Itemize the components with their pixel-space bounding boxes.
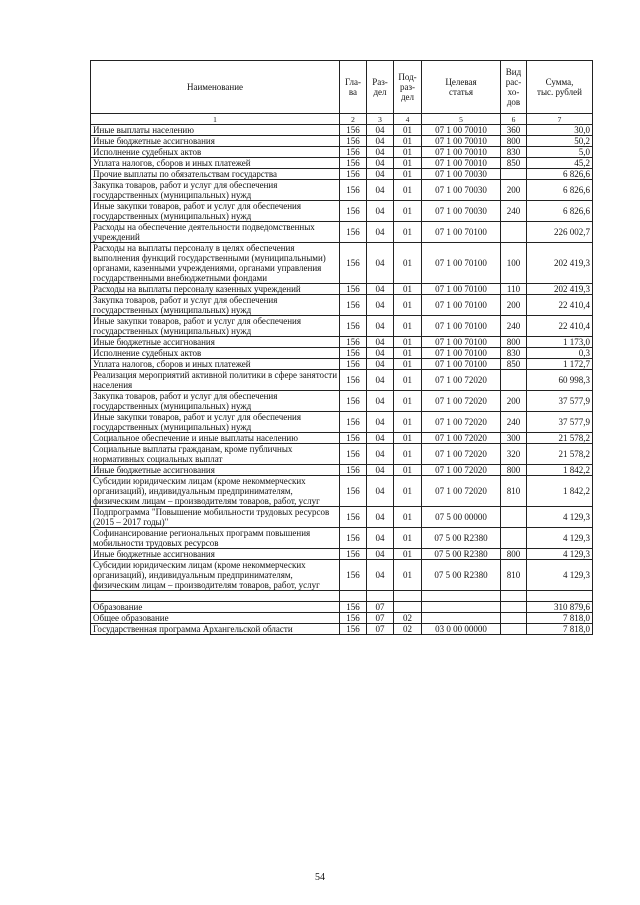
- table-row: [91, 284, 593, 295]
- row-summa-cell: 310 879,6: [527, 602, 593, 613]
- row-celevaya-statya-cell: 07 5 00 R2380: [422, 528, 501, 549]
- row-summa-cell: [527, 591, 593, 602]
- row-celevaya-statya-cell: 07 1 00 72020: [422, 391, 501, 412]
- row-name-cell: Расходы на выплаты персоналу казенных учреждений: [91, 284, 340, 295]
- row-name-cell: Субсидии юридическим лицам (кроме некоммерческих организаций), индивидуальным предпринимателям, физическим лицам – производителям товаров, работ, услуг: [91, 476, 340, 507]
- row-name-cell: Иные бюджетные ассигнования: [91, 136, 340, 147]
- row-vid-rashodov-cell: 800: [501, 465, 527, 476]
- row-name-cell: Иные закупки товаров, работ и услуг для обеспечения государственных (муниципальных) нужд: [91, 412, 340, 433]
- row-name-cell: Государственная программа Архангельской области: [91, 624, 340, 635]
- row-celevaya-statya-cell: [422, 591, 501, 602]
- table-row: [91, 591, 593, 602]
- row-name-cell: Социальное обеспечение и иные выплаты населению: [91, 433, 340, 444]
- row-summa-cell: 60 998,3: [527, 370, 593, 391]
- row-glava-cell: 156: [340, 222, 367, 243]
- row-name-cell: Реализация мероприятий активной политики в сфере занятости населения: [91, 370, 340, 391]
- row-podrazdel-cell: [394, 602, 422, 613]
- row-name-cell: Закупка товаров, работ и услуг для обеспечения государственных (муниципальных) нужд: [91, 391, 340, 412]
- budget-table: [90, 60, 593, 635]
- row-vid-rashodov-cell: 830: [501, 147, 527, 158]
- row-summa-cell: 202 419,3: [527, 284, 593, 295]
- table-row: [91, 613, 593, 624]
- row-name-cell: Иные закупки товаров, работ и услуг для обеспечения государственных (муниципальных) нужд: [91, 316, 340, 337]
- row-podrazdel-cell: 01: [394, 549, 422, 560]
- row-razdel-cell: 07: [367, 613, 394, 624]
- row-podrazdel-cell: 01: [394, 295, 422, 316]
- row-summa-cell: 7 818,0: [527, 624, 593, 635]
- header-row: [91, 61, 593, 114]
- row-razdel-cell: 04: [367, 560, 394, 591]
- row-razdel-cell: 04: [367, 201, 394, 222]
- row-razdel-cell: 04: [367, 180, 394, 201]
- row-summa-cell: 22 410,4: [527, 295, 593, 316]
- row-celevaya-statya-cell: 07 5 00 R2380: [422, 549, 501, 560]
- row-podrazdel-cell: 01: [394, 359, 422, 370]
- table-row: [91, 465, 593, 476]
- column-number: 2: [340, 114, 367, 125]
- row-razdel-cell: 04: [367, 169, 394, 180]
- row-name-cell: [91, 591, 340, 602]
- row-razdel-cell: 04: [367, 337, 394, 348]
- column-number: 6: [501, 114, 527, 125]
- row-razdel-cell: 04: [367, 359, 394, 370]
- row-vid-rashodov-cell: 800: [501, 337, 527, 348]
- row-glava-cell: 156: [340, 613, 367, 624]
- row-razdel-cell: 07: [367, 624, 394, 635]
- row-podrazdel-cell: 01: [394, 243, 422, 284]
- row-glava-cell: 156: [340, 136, 367, 147]
- row-glava-cell: 156: [340, 412, 367, 433]
- column-number: 4: [394, 114, 422, 125]
- row-celevaya-statya-cell: 07 1 00 70100: [422, 359, 501, 370]
- row-vid-rashodov-cell: 200: [501, 295, 527, 316]
- row-glava-cell: 156: [340, 444, 367, 465]
- row-podrazdel-cell: 01: [394, 528, 422, 549]
- row-name-cell: Иные выплаты населению: [91, 125, 340, 136]
- row-razdel-cell: 04: [367, 391, 394, 412]
- row-celevaya-statya-cell: 07 1 00 70010: [422, 125, 501, 136]
- row-celevaya-statya-cell: 07 1 00 72020: [422, 476, 501, 507]
- table-row: [91, 243, 593, 284]
- row-celevaya-statya-cell: 07 1 00 72020: [422, 444, 501, 465]
- table-row: [91, 180, 593, 201]
- row-vid-rashodov-cell: 360: [501, 125, 527, 136]
- row-podrazdel-cell: 01: [394, 507, 422, 528]
- row-name-cell: Социальные выплаты гражданам, кроме публичных нормативных социальных выплат: [91, 444, 340, 465]
- table-body: [91, 125, 593, 635]
- column-number: 3: [367, 114, 394, 125]
- column-number: 7: [527, 114, 593, 125]
- row-summa-cell: 4 129,3: [527, 549, 593, 560]
- row-podrazdel-cell: 01: [394, 158, 422, 169]
- row-summa-cell: 30,0: [527, 125, 593, 136]
- row-razdel-cell: 04: [367, 125, 394, 136]
- row-name-cell: Уплата налогов, сборов и иных платежей: [91, 158, 340, 169]
- row-vid-rashodov-cell: [501, 591, 527, 602]
- row-podrazdel-cell: 01: [394, 391, 422, 412]
- row-summa-cell: 202 419,3: [527, 243, 593, 284]
- table-row: [91, 370, 593, 391]
- table-row: [91, 433, 593, 444]
- row-glava-cell: 156: [340, 476, 367, 507]
- row-glava-cell: [340, 591, 367, 602]
- header-razdel: Раз- дел: [367, 61, 394, 114]
- row-celevaya-statya-cell: [422, 613, 501, 624]
- row-vid-rashodov-cell: [501, 169, 527, 180]
- row-glava-cell: 156: [340, 433, 367, 444]
- header-summa: Сумма, тыс. рублей: [527, 61, 593, 114]
- row-vid-rashodov-cell: 200: [501, 391, 527, 412]
- row-glava-cell: 156: [340, 602, 367, 613]
- row-vid-rashodov-cell: 200: [501, 180, 527, 201]
- row-glava-cell: 156: [340, 201, 367, 222]
- row-celevaya-statya-cell: 07 1 00 70100: [422, 295, 501, 316]
- table-row: [91, 136, 593, 147]
- table-row: [91, 337, 593, 348]
- row-summa-cell: 1 172,7: [527, 359, 593, 370]
- row-podrazdel-cell: 01: [394, 465, 422, 476]
- row-celevaya-statya-cell: 07 1 00 72020: [422, 465, 501, 476]
- row-summa-cell: 4 129,3: [527, 507, 593, 528]
- row-razdel-cell: 04: [367, 316, 394, 337]
- table-row: [91, 624, 593, 635]
- row-name-cell: Расходы на обеспечение деятельности подведомственных учреждений: [91, 222, 340, 243]
- table-row: [91, 222, 593, 243]
- row-vid-rashodov-cell: 800: [501, 549, 527, 560]
- table-row: [91, 528, 593, 549]
- row-celevaya-statya-cell: 07 1 00 70100: [422, 316, 501, 337]
- row-razdel-cell: 04: [367, 147, 394, 158]
- header-podrazdel: Под- раз- дел: [394, 61, 422, 114]
- row-podrazdel-cell: 01: [394, 201, 422, 222]
- row-podrazdel-cell: 01: [394, 412, 422, 433]
- row-glava-cell: 156: [340, 295, 367, 316]
- row-summa-cell: 21 578,2: [527, 444, 593, 465]
- row-summa-cell: 1 173,0: [527, 337, 593, 348]
- row-summa-cell: 37 577,9: [527, 412, 593, 433]
- table-row: [91, 549, 593, 560]
- row-glava-cell: 156: [340, 348, 367, 359]
- row-podrazdel-cell: 01: [394, 348, 422, 359]
- row-podrazdel-cell: 01: [394, 316, 422, 337]
- row-podrazdel-cell: 02: [394, 613, 422, 624]
- row-razdel-cell: 04: [367, 348, 394, 359]
- row-vid-rashodov-cell: [501, 222, 527, 243]
- row-summa-cell: 22 410,4: [527, 316, 593, 337]
- row-razdel-cell: 04: [367, 136, 394, 147]
- row-summa-cell: 37 577,9: [527, 391, 593, 412]
- table-row: [91, 125, 593, 136]
- column-number-row: [91, 114, 593, 125]
- row-summa-cell: 4 129,3: [527, 560, 593, 591]
- row-podrazdel-cell: 01: [394, 125, 422, 136]
- row-glava-cell: 156: [340, 507, 367, 528]
- row-celevaya-statya-cell: 07 1 00 70010: [422, 158, 501, 169]
- row-razdel-cell: 04: [367, 295, 394, 316]
- row-glava-cell: 156: [340, 243, 367, 284]
- row-celevaya-statya-cell: 07 1 00 72020: [422, 433, 501, 444]
- row-glava-cell: 156: [340, 284, 367, 295]
- row-summa-cell: 6 826,6: [527, 180, 593, 201]
- row-name-cell: Образование: [91, 602, 340, 613]
- row-celevaya-statya-cell: 07 1 00 72020: [422, 370, 501, 391]
- row-razdel-cell: 04: [367, 507, 394, 528]
- row-razdel-cell: 04: [367, 528, 394, 549]
- row-vid-rashodov-cell: [501, 613, 527, 624]
- row-vid-rashodov-cell: [501, 624, 527, 635]
- row-summa-cell: 21 578,2: [527, 433, 593, 444]
- row-podrazdel-cell: 01: [394, 284, 422, 295]
- row-vid-rashodov-cell: 240: [501, 412, 527, 433]
- row-podrazdel-cell: 01: [394, 560, 422, 591]
- row-razdel-cell: 04: [367, 370, 394, 391]
- table-row: [91, 147, 593, 158]
- row-celevaya-statya-cell: 07 5 00 00000: [422, 507, 501, 528]
- row-celevaya-statya-cell: 07 1 00 70100: [422, 243, 501, 284]
- row-vid-rashodov-cell: [501, 370, 527, 391]
- row-summa-cell: 4 129,3: [527, 528, 593, 549]
- table-row: [91, 348, 593, 359]
- table-row: [91, 169, 593, 180]
- row-glava-cell: 156: [340, 359, 367, 370]
- row-summa-cell: 7 818,0: [527, 613, 593, 624]
- header-glava: Гла- ва: [340, 61, 367, 114]
- row-podrazdel-cell: 01: [394, 476, 422, 507]
- row-vid-rashodov-cell: 830: [501, 348, 527, 359]
- row-summa-cell: 6 826,6: [527, 201, 593, 222]
- row-name-cell: Иные закупки товаров, работ и услуг для обеспечения государственных (муниципальных) нужд: [91, 201, 340, 222]
- row-celevaya-statya-cell: 07 1 00 72020: [422, 412, 501, 433]
- row-celevaya-statya-cell: 07 1 00 70030: [422, 201, 501, 222]
- row-celevaya-statya-cell: 07 1 00 70010: [422, 136, 501, 147]
- row-vid-rashodov-cell: 850: [501, 359, 527, 370]
- row-glava-cell: 156: [340, 316, 367, 337]
- row-name-cell: Закупка товаров, работ и услуг для обеспечения государственных (муниципальных) нужд: [91, 180, 340, 201]
- row-name-cell: Исполнение судебных актов: [91, 147, 340, 158]
- table-row: [91, 476, 593, 507]
- row-razdel-cell: 04: [367, 433, 394, 444]
- row-summa-cell: 1 842,2: [527, 476, 593, 507]
- row-vid-rashodov-cell: 800: [501, 136, 527, 147]
- row-glava-cell: 156: [340, 169, 367, 180]
- row-glava-cell: 156: [340, 337, 367, 348]
- row-razdel-cell: 04: [367, 476, 394, 507]
- row-vid-rashodov-cell: [501, 528, 527, 549]
- row-vid-rashodov-cell: [501, 507, 527, 528]
- row-glava-cell: 156: [340, 125, 367, 136]
- row-summa-cell: 50,2: [527, 136, 593, 147]
- row-celevaya-statya-cell: 07 1 00 70030: [422, 180, 501, 201]
- table-row: [91, 444, 593, 465]
- row-podrazdel-cell: 01: [394, 337, 422, 348]
- row-podrazdel-cell: 02: [394, 624, 422, 635]
- row-vid-rashodov-cell: 240: [501, 201, 527, 222]
- row-vid-rashodov-cell: 320: [501, 444, 527, 465]
- row-summa-cell: 226 002,7: [527, 222, 593, 243]
- row-podrazdel-cell: 01: [394, 433, 422, 444]
- row-razdel-cell: 04: [367, 222, 394, 243]
- header-vid-rashodov: Вид рас- хо- дов: [501, 61, 527, 114]
- row-razdel-cell: 04: [367, 444, 394, 465]
- row-glava-cell: 156: [340, 147, 367, 158]
- row-glava-cell: 156: [340, 180, 367, 201]
- row-razdel-cell: [367, 591, 394, 602]
- row-celevaya-statya-cell: 07 1 00 70100: [422, 284, 501, 295]
- row-vid-rashodov-cell: 810: [501, 476, 527, 507]
- row-razdel-cell: 04: [367, 284, 394, 295]
- page-number: 54: [315, 872, 325, 883]
- row-name-cell: Иные бюджетные ассигнования: [91, 465, 340, 476]
- row-podrazdel-cell: 01: [394, 444, 422, 465]
- table-row: [91, 295, 593, 316]
- table-row: [91, 602, 593, 613]
- row-name-cell: Иные бюджетные ассигнования: [91, 337, 340, 348]
- row-name-cell: Общее образование: [91, 613, 340, 624]
- header-celevaya-statya: Целевая статья: [422, 61, 501, 114]
- row-glava-cell: 156: [340, 391, 367, 412]
- row-glava-cell: 156: [340, 465, 367, 476]
- row-vid-rashodov-cell: 810: [501, 560, 527, 591]
- row-vid-rashodov-cell: 100: [501, 243, 527, 284]
- row-podrazdel-cell: [394, 591, 422, 602]
- row-podrazdel-cell: 01: [394, 147, 422, 158]
- row-celevaya-statya-cell: 07 1 00 70100: [422, 337, 501, 348]
- row-vid-rashodov-cell: [501, 602, 527, 613]
- row-podrazdel-cell: 01: [394, 370, 422, 391]
- row-razdel-cell: 04: [367, 158, 394, 169]
- table-row: [91, 201, 593, 222]
- row-name-cell: Подпрограмма "Повышение мобильности трудовых ресурсов (2015 – 2017 годы)": [91, 507, 340, 528]
- row-vid-rashodov-cell: 850: [501, 158, 527, 169]
- row-name-cell: Иные бюджетные ассигнования: [91, 549, 340, 560]
- row-summa-cell: 1 842,2: [527, 465, 593, 476]
- row-podrazdel-cell: 01: [394, 136, 422, 147]
- row-glava-cell: 156: [340, 158, 367, 169]
- row-name-cell: Расходы на выплаты персоналу в целях обеспечения выполнения функций государственными (муниципальными) органами, казенными учреждениями, органами управления государственными внебюджетными фондами: [91, 243, 340, 284]
- row-glava-cell: 156: [340, 560, 367, 591]
- row-summa-cell: 5,0: [527, 147, 593, 158]
- table-row: [91, 391, 593, 412]
- table-row: [91, 560, 593, 591]
- row-summa-cell: 45,2: [527, 158, 593, 169]
- row-razdel-cell: 04: [367, 465, 394, 476]
- row-name-cell: Субсидии юридическим лицам (кроме некоммерческих организаций), индивидуальным предпринимателям, физическим лицам – производителям товаров, работ, услуг: [91, 560, 340, 591]
- row-celevaya-statya-cell: 07 1 00 70100: [422, 222, 501, 243]
- row-razdel-cell: 04: [367, 412, 394, 433]
- table-row: [91, 359, 593, 370]
- row-name-cell: Прочие выплаты по обязательствам государства: [91, 169, 340, 180]
- table-row: [91, 412, 593, 433]
- row-vid-rashodov-cell: 300: [501, 433, 527, 444]
- row-vid-rashodov-cell: 240: [501, 316, 527, 337]
- row-podrazdel-cell: 01: [394, 180, 422, 201]
- row-celevaya-statya-cell: 03 0 00 00000: [422, 624, 501, 635]
- column-number: 5: [422, 114, 501, 125]
- table-row: [91, 507, 593, 528]
- row-celevaya-statya-cell: 07 1 00 70030: [422, 169, 501, 180]
- row-celevaya-statya-cell: 07 1 00 70010: [422, 147, 501, 158]
- row-razdel-cell: 04: [367, 243, 394, 284]
- table-row: [91, 316, 593, 337]
- table-row: [91, 158, 593, 169]
- row-podrazdel-cell: 01: [394, 222, 422, 243]
- row-celevaya-statya-cell: [422, 602, 501, 613]
- row-razdel-cell: 04: [367, 549, 394, 560]
- row-vid-rashodov-cell: 110: [501, 284, 527, 295]
- row-podrazdel-cell: 01: [394, 169, 422, 180]
- row-name-cell: Софинансирование региональных программ повышения мобильности трудовых ресурсов: [91, 528, 340, 549]
- row-glava-cell: 156: [340, 549, 367, 560]
- row-name-cell: Закупка товаров, работ и услуг для обеспечения государственных (муниципальных) нужд: [91, 295, 340, 316]
- row-celevaya-statya-cell: 07 5 00 R2380: [422, 560, 501, 591]
- row-summa-cell: 0,3: [527, 348, 593, 359]
- row-name-cell: Исполнение судебных актов: [91, 348, 340, 359]
- row-glava-cell: 156: [340, 370, 367, 391]
- header-name: Наименование: [91, 61, 340, 114]
- row-glava-cell: 156: [340, 624, 367, 635]
- row-celevaya-statya-cell: 07 1 00 70100: [422, 348, 501, 359]
- row-name-cell: Уплата налогов, сборов и иных платежей: [91, 359, 340, 370]
- row-glava-cell: 156: [340, 528, 367, 549]
- row-summa-cell: 6 826,6: [527, 169, 593, 180]
- column-number: 1: [91, 114, 340, 125]
- row-razdel-cell: 07: [367, 602, 394, 613]
